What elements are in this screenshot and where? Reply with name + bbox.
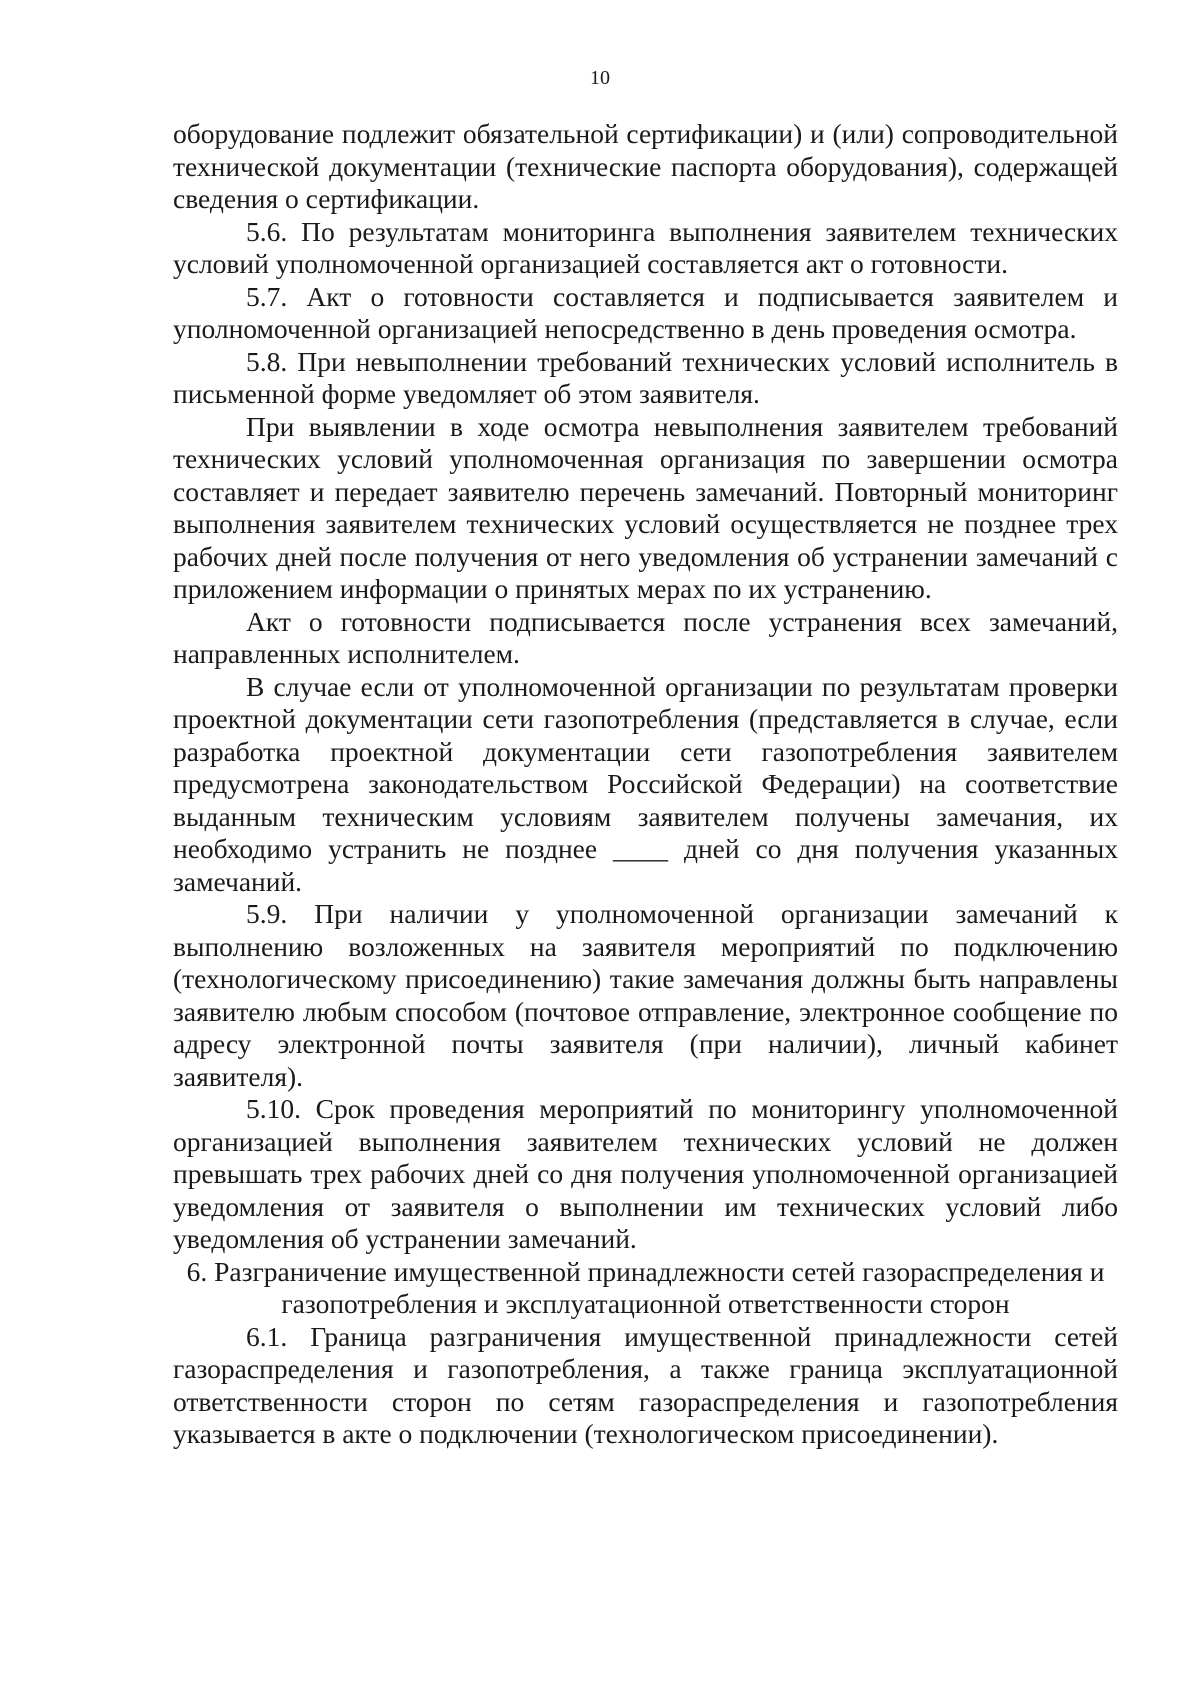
section-6-heading-line-2: газопотребления и эксплуатационной ответственности сторон [281, 1288, 1010, 1319]
paragraph-5-8-act: Акт о готовности подписывается после устранения всех замечаний, направленных исполнителем. [173, 605, 1118, 669]
paragraph-5-7: 5.7. Акт о готовности составляется и подписывается заявителем и уполномоченной организацией непосредственно в день проведения осмотра. [173, 280, 1118, 344]
document-body [173, 118, 1118, 1451]
paragraph-5-8-project-docs: В случае если от уполномоченной организации по результатам проверки проектной документации сети газопотребления (представляется в случае, если разработка проектной документации сети газопотребления заявителем предусмотрена законодательством Российской Федерации) на соответствие выданным техническим условиям заявителем получены замечания, их необходимо устранить не позднее ____ дней со дня получения указанных замечаний. [173, 670, 1118, 897]
paragraph-5-10: 5.10. Срок проведения мероприятий по мониторингу уполномоченной организацией выполнения заявителем технических условий не должен превышать трех рабочих дней со дня получения уполномоченной организацией уведомления от заявителя о выполнении им технических условий либо уведомления об устранении замечаний. [173, 1093, 1118, 1254]
section-6-heading [173, 1256, 1118, 1321]
paragraph-5-8: 5.8. При невыполнении требований технических условий исполнитель в письменной форме уведомляет об этом заявителя. [173, 345, 1118, 409]
paragraph-5-8-inspection: При выявлении в ходе осмотра невыполнения заявителем требований технических условий уполномоченная организация по завершении осмотра составляет и передает заявителю перечень замечаний. Повторный мониторинг выполнения заявителем технических условий осуществляется не позднее трех рабочих дней после получения от него уведомления об устранении замечаний с приложением информации о принятых мерах по их устранению. [173, 410, 1118, 604]
paragraph-6-1: 6.1. Граница разграничения имущественной принадлежности сетей газораспределения и газопотребления, а также граница эксплуатационной ответственности сторон по сетям газораспределения и газопотребления указывается в акте о подключении (технологическом присоединении). [173, 1320, 1118, 1449]
paragraph-continuation: оборудование подлежит обязательной сертификации) и (или) сопроводительной технической документации (технические паспорта оборудования), содержащей сведения о сертификации. [173, 118, 1118, 214]
section-6-heading-line-1: 6. Разграничение имущественной принадлежности сетей газораспределения и [186, 1255, 1105, 1287]
paragraph-5-6: 5.6. По результатам мониторинга выполнения заявителем технических условий уполномоченной организацией составляется акт о готовности. [173, 215, 1118, 279]
page-number: 10 [590, 67, 610, 89]
paragraph-5-9: 5.9. При наличии у уполномоченной организации замечаний к выполнению возложенных на заявителя мероприятий по подключению (технологическому присоединению) такие замечания должны быть направлены заявителю любым способом (почтовое отправление, электронное сообщение по адресу электронной почты заявителя (при наличии), личный кабинет заявителя). [173, 898, 1118, 1092]
